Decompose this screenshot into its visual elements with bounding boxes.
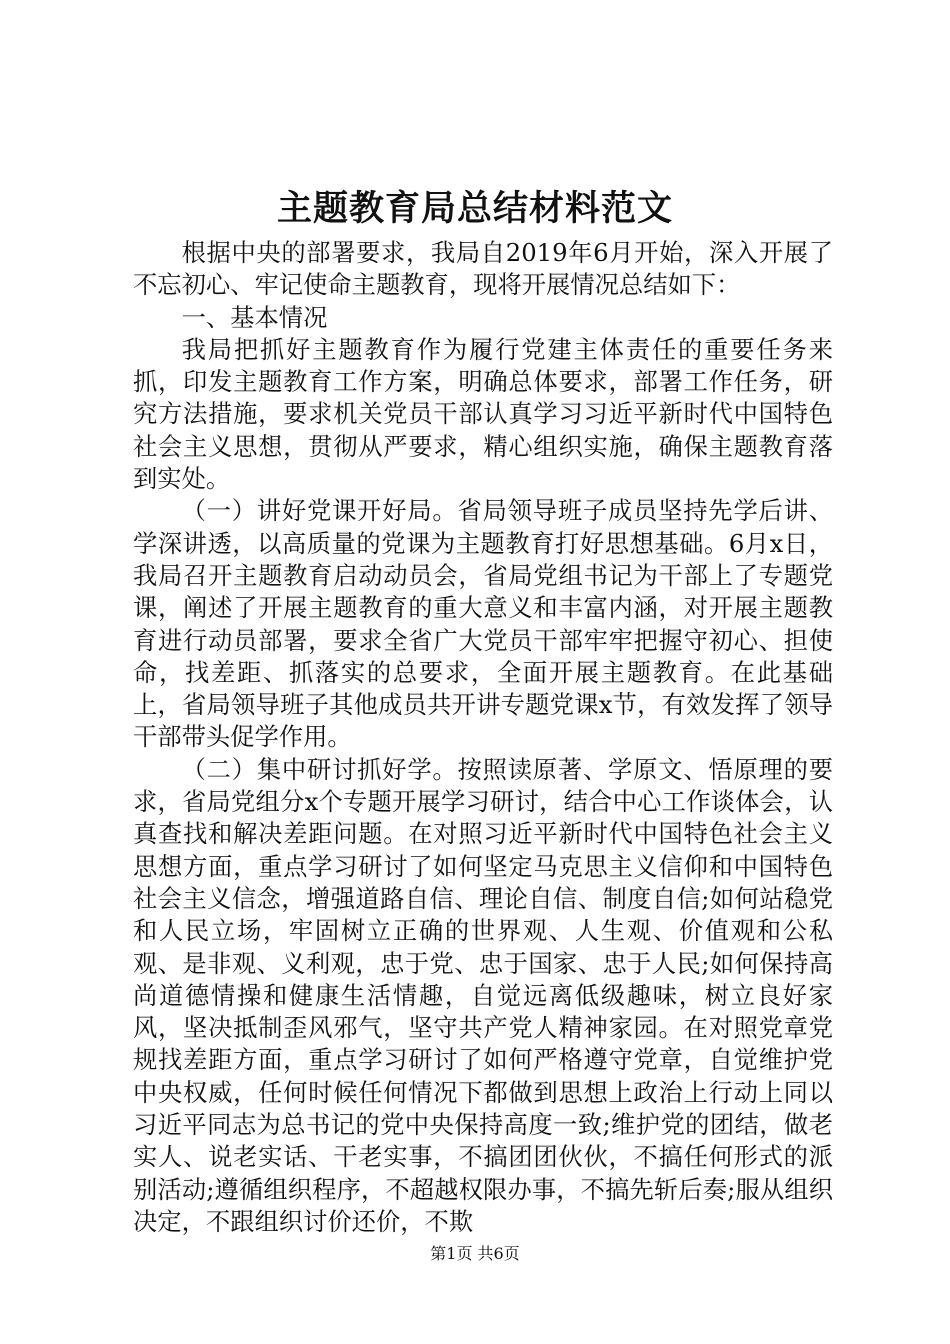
document-title: 主题教育局总结材料范文: [276, 188, 673, 229]
intro-paragraph: 根据中央的部署要求，我局自2019年6月开始，深入开展了不忘初心、牢记使命主题教育，现将开展情况总结如下：: [133, 238, 833, 300]
section-heading-basic-situation: 一、基本情况: [181, 302, 328, 332]
body-paragraph-collective-study: （二）集中研讨抓好学。按照读原著、学原文、悟原理的要求，省局党组分x个专题开展学习研讨，结合中心工作谈体会，认真查找和解决差距问题。在对照习近平新时代中国特色社会主义思想方面，重点学习研讨了如何坚定马克思主义信仰和中国特色社会主义信念，增强道路自信、理论自信、制度自信;如何站稳党和人民立场，牢固树立正确的世界观、人生观、价值观和公私观、是非观、义利观，忠于党、忠于国家、忠于人民;如何保持高尚道德情操和健康生活情趣，自觉远离低级趣味，树立良好家风，坚决抵制歪风邪气，坚守共产党人精神家园。在对照党章党规找差距方面，重点学习研讨了如何严格遵守党章，自觉维护党中央权威，任何时候任何情况下都做到思想上政治上行动上同以习近平同志为总书记的党中央保持高度一致;维护党的团结，做老实人、说老实话、干老实事，不搞团团伙伙，不搞任何形式的派别活动;遵循组织程序，不超越权限办事，不搞先斩后奏;服从组织决定，不跟组织讨价还价，不欺: [133, 754, 833, 1236]
body-paragraph-party-lecture: （一）讲好党课开好局。省局领导班子成员坚持先学后讲、学深讲透，以高质量的党课为主题教育打好思想基础。6月x日，我局召开主题教育启动动员会，省局党组书记为干部上了专题党课，阐述了开展主题教育的重大意义和丰富内涵，对开展主题教育进行动员部署，要求全省广大党员干部牢牢把握守初心、担使命，找差距、抓落实的总要求，全面开展主题教育。在此基础上，省局领导班子其他成员共开讲专题党课x节，有效发挥了领导干部带头促学作用。: [133, 496, 833, 752]
document-body: [133, 237, 833, 1238]
body-paragraph: 我局把抓好主题教育作为履行党建主体责任的重要任务来抓，印发主题教育工作方案，明确总体要求，部署工作任务，研究方法措施，要求机关党员干部认真学习习近平新时代中国特色社会主义思想，贯彻从严要求，精心组织实施，确保主题教育落到实处。: [133, 334, 833, 494]
page-number-footer: 第1页 共6页: [430, 1244, 520, 1263]
